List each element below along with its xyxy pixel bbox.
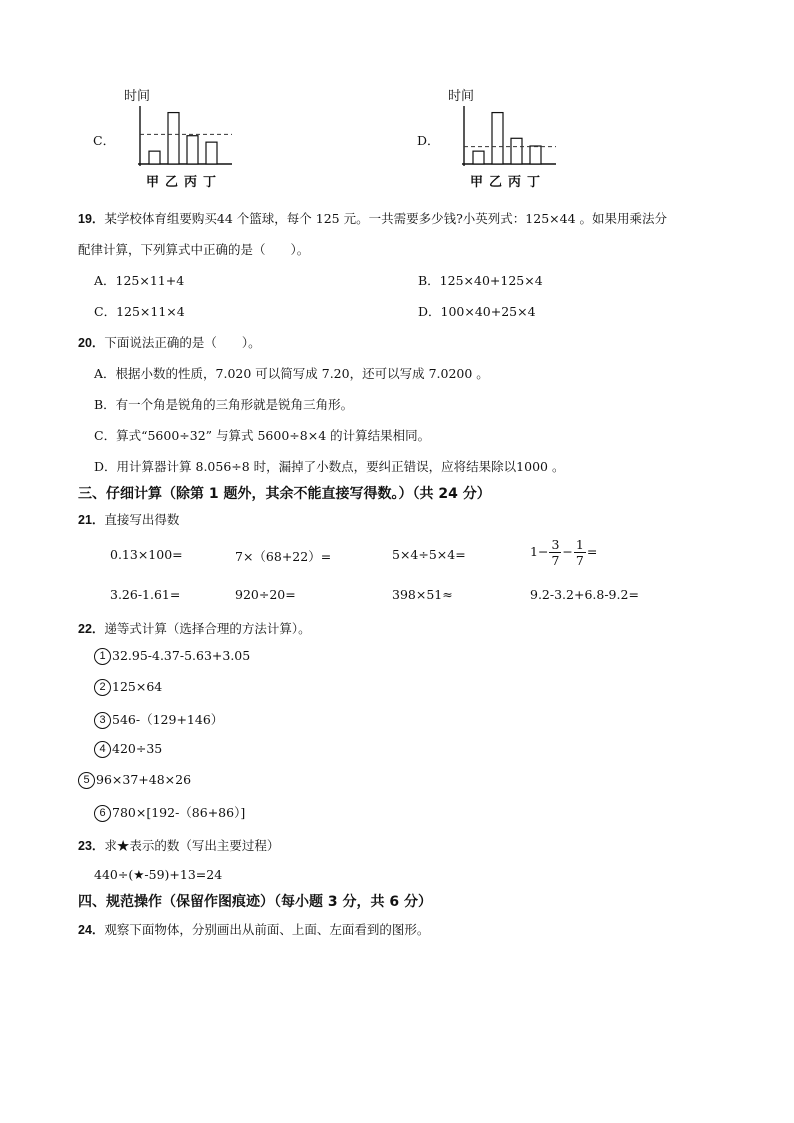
option-c-chart: [118, 84, 238, 192]
q20-option-c[interactable]: C．算式“5600÷32” 与算式 5600÷8×4 的计算结果相同。: [94, 428, 431, 443]
q22-item-2: 2 125×64: [94, 679, 162, 696]
category-label-2: 乙: [489, 175, 503, 190]
q21-expr-3: 5×4÷5×4=: [392, 547, 466, 562]
category-label-4: 丁: [203, 175, 217, 190]
section-4-title: 四、规范操作（保留作图痕迹）（每小题 3 分，共 6 分）: [78, 894, 432, 910]
q20-number: 20．: [78, 336, 105, 350]
q23-stem-line: [78, 836, 279, 854]
fraction-1-7: $\frac{1}{7}$: [575, 537, 584, 568]
q21-expr-6: 920÷20=: [235, 587, 296, 602]
bar-3: [511, 138, 522, 164]
q22-item-6: 6 780×[192-（86+86）]: [94, 803, 245, 822]
q19-option-c[interactable]: C．125×11×4: [94, 304, 185, 319]
q19-option-a[interactable]: A．125×11+4: [94, 273, 185, 288]
q23-stem: 求★表示的数（写出主要过程）: [104, 838, 280, 853]
q22-item-5: 5 96×37+48×26: [78, 772, 191, 789]
bar-4: [206, 142, 217, 164]
q21-expr-4: 1− $\frac{3}{7}$ − $\frac{1}{7}$ =: [530, 537, 598, 568]
category-label-2: 乙: [165, 175, 179, 190]
q22-item-3: 3 546-（129+146）: [94, 710, 223, 729]
bar-1: [473, 151, 484, 164]
q22-item-1: 1 32.95-4.37-5.63+3.05: [94, 648, 250, 665]
category-label-3: 丙: [184, 175, 198, 190]
q20-stem-line: [78, 333, 261, 351]
y-axis-label: 时间: [448, 89, 475, 104]
circled-number-6: 6: [94, 805, 111, 822]
q22-number: 22．: [78, 622, 105, 636]
q21-number: 21．: [78, 513, 105, 527]
category-label-4: 丁: [527, 175, 541, 190]
q20-option-a[interactable]: A．根据小数的性质，7.020 可以简写成 7.20，还可以写成 7.0200 。: [94, 366, 489, 381]
q21-expr-5: 3.26-1.61=: [110, 587, 181, 602]
q24-stem: 观察下面物体，分别画出从前面、上面、左面看到的图形。: [104, 922, 430, 937]
bar-2: [492, 113, 503, 164]
q20-stem: 下面说法正确的是（ ）。: [104, 335, 261, 350]
q22-stem-line: [78, 619, 311, 637]
q21-expr-1: 0.13×100=: [110, 547, 183, 562]
q24-stem-line: [78, 920, 429, 938]
category-label-3: 丙: [508, 175, 522, 190]
bar-2: [168, 113, 179, 164]
q19-stem-2: 配律计算，下列算式中正确的是（ ）。: [78, 242, 310, 257]
q21-expr-8: 9.2-3.2+6.8-9.2=: [530, 587, 639, 602]
q21-expr-2: 7×（68+22）=: [235, 549, 332, 564]
q24-number: 24．: [78, 923, 105, 937]
q21-stem: 直接写出得数: [104, 512, 180, 527]
q20-option-d[interactable]: D．用计算器计算 8.056÷8 时，漏掉了小数点，要纠正错误，应将结果除以1000 。: [94, 459, 565, 474]
q22-item-4: 4 420÷35: [94, 741, 162, 758]
q19-line1: [78, 209, 667, 227]
bar-1: [149, 151, 160, 164]
circled-number-4: 4: [94, 741, 111, 758]
q20-option-b[interactable]: B．有一个角是锐角的三角形就是锐角三角形。: [94, 397, 354, 412]
q23-number: 23．: [78, 839, 105, 853]
category-label-1: 甲: [470, 175, 484, 190]
option-d-label: D．: [417, 133, 440, 148]
option-c-label: C．: [93, 133, 116, 148]
q19-number: 19．: [78, 212, 105, 226]
q23-expression: 440÷(★-59)+13=24: [94, 867, 223, 882]
option-d-chart: [442, 84, 562, 192]
q21-expr-7: 398×51≈: [392, 587, 453, 602]
y-axis-label: 时间: [124, 89, 151, 104]
q22-stem: 递等式计算（选择合理的方法计算）。: [104, 621, 311, 636]
q21-stem-line: [78, 510, 179, 528]
circled-number-1: 1: [94, 648, 111, 665]
circled-number-3: 3: [94, 712, 111, 729]
bar-3: [187, 136, 198, 164]
fraction-3-7: $\frac{3}{7}$: [551, 537, 560, 568]
section-3-title: 三、仔细计算（除第 1 题外，其余不能直接写得数。）（共 24 分）: [78, 486, 491, 502]
circled-number-5: 5: [78, 772, 95, 789]
q19-stem-1: 某学校体育组要购买44 个篮球，每个 125 元。一共需要多少钱?小英列式：125×44 。如果用乘法分: [104, 211, 668, 226]
q19-option-d[interactable]: D．100×40+25×4: [418, 304, 536, 319]
circled-number-2: 2: [94, 679, 111, 696]
category-label-1: 甲: [146, 175, 160, 190]
bar-4: [530, 146, 541, 164]
q19-option-b[interactable]: B．125×40+125×4: [418, 273, 543, 288]
